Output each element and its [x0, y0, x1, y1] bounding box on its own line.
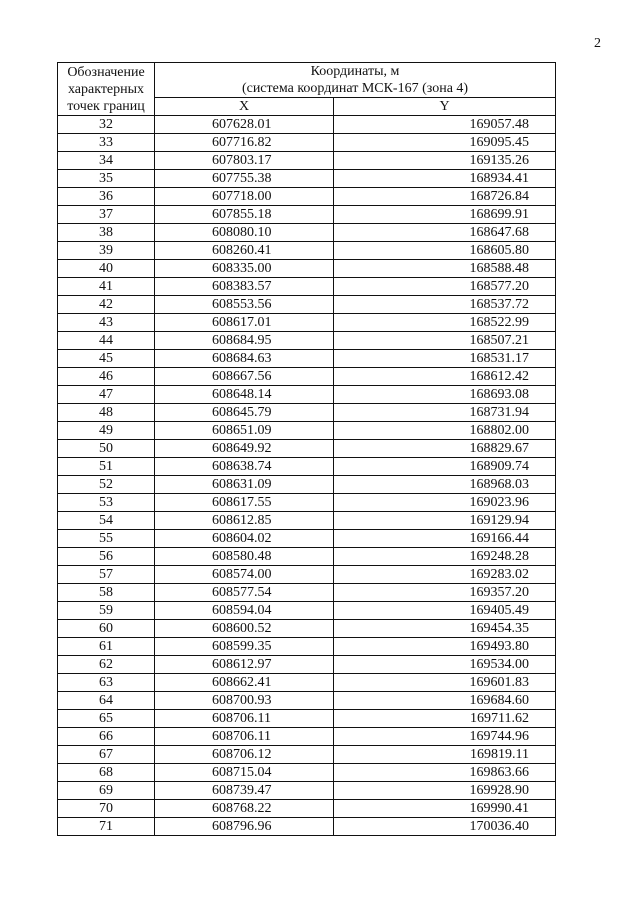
- x-coordinate-cell: 608662.41: [155, 674, 334, 692]
- point-number-cell: 53: [58, 494, 155, 512]
- x-column-header: X: [155, 98, 334, 116]
- x-coordinate-cell: 608648.14: [155, 386, 334, 404]
- y-coordinate-cell: 169454.35: [334, 620, 556, 638]
- y-coordinate-cell: 168612.42: [334, 368, 556, 386]
- x-coordinate-cell: 608383.57: [155, 278, 334, 296]
- x-coordinate-cell: 608577.54: [155, 584, 334, 602]
- table-row: [58, 710, 556, 728]
- table-row: [58, 566, 556, 584]
- y-coordinate-cell: 169357.20: [334, 584, 556, 602]
- y-coordinate-cell: 168531.17: [334, 350, 556, 368]
- point-number-cell: 70: [58, 800, 155, 818]
- table-row: [58, 512, 556, 530]
- table-row: [58, 296, 556, 314]
- x-coordinate-cell: 608739.47: [155, 782, 334, 800]
- table-row: [58, 386, 556, 404]
- table-row: [58, 584, 556, 602]
- point-number-cell: 47: [58, 386, 155, 404]
- y-coordinate-cell: 168726.84: [334, 188, 556, 206]
- y-coordinate-cell: 168968.03: [334, 476, 556, 494]
- point-number-cell: 50: [58, 440, 155, 458]
- y-coordinate-cell: 169928.90: [334, 782, 556, 800]
- point-number-cell: 65: [58, 710, 155, 728]
- point-number-cell: 58: [58, 584, 155, 602]
- x-coordinate-cell: 608594.04: [155, 602, 334, 620]
- x-coordinate-cell: 608553.56: [155, 296, 334, 314]
- table-row: [58, 476, 556, 494]
- point-number-cell: 44: [58, 332, 155, 350]
- table-row: [58, 260, 556, 278]
- point-number-cell: 60: [58, 620, 155, 638]
- point-number-cell: 68: [58, 764, 155, 782]
- y-coordinate-cell: 169095.45: [334, 134, 556, 152]
- table-row: [58, 494, 556, 512]
- x-coordinate-cell: 608684.95: [155, 332, 334, 350]
- table-row: [58, 818, 556, 836]
- point-number-cell: 34: [58, 152, 155, 170]
- table-row: [58, 620, 556, 638]
- table-row: [58, 224, 556, 242]
- y-coordinate-cell: 168522.99: [334, 314, 556, 332]
- x-coordinate-cell: 608612.85: [155, 512, 334, 530]
- y-column-header: Y: [334, 98, 556, 116]
- point-number-cell: 59: [58, 602, 155, 620]
- table-row: [58, 188, 556, 206]
- x-coordinate-cell: 607855.18: [155, 206, 334, 224]
- x-coordinate-cell: 608638.74: [155, 458, 334, 476]
- table-row: [58, 728, 556, 746]
- y-coordinate-cell: 169166.44: [334, 530, 556, 548]
- point-number-cell: 49: [58, 422, 155, 440]
- y-coordinate-cell: 169493.80: [334, 638, 556, 656]
- point-number-cell: 56: [58, 548, 155, 566]
- point-number-cell: 40: [58, 260, 155, 278]
- point-number-cell: 43: [58, 314, 155, 332]
- point-number-cell: 42: [58, 296, 155, 314]
- table-row: [58, 638, 556, 656]
- table-row: [58, 152, 556, 170]
- x-coordinate-cell: 608080.10: [155, 224, 334, 242]
- y-coordinate-cell: 169248.28: [334, 548, 556, 566]
- point-label-line-1: Обозначение: [67, 64, 145, 80]
- table-row: [58, 242, 556, 260]
- y-coordinate-cell: 170036.40: [334, 818, 556, 836]
- point-number-cell: 51: [58, 458, 155, 476]
- point-label-line-2: характерных: [67, 81, 145, 97]
- table-row: [58, 530, 556, 548]
- x-coordinate-cell: 608600.52: [155, 620, 334, 638]
- x-coordinate-cell: 608617.55: [155, 494, 334, 512]
- table-row: [58, 602, 556, 620]
- y-coordinate-cell: 168507.21: [334, 332, 556, 350]
- point-number-cell: 71: [58, 818, 155, 836]
- table-row: [58, 422, 556, 440]
- point-number-cell: 67: [58, 746, 155, 764]
- point-number-cell: 32: [58, 116, 155, 134]
- x-coordinate-cell: 608715.04: [155, 764, 334, 782]
- point-number-cell: 69: [58, 782, 155, 800]
- table-row: [58, 764, 556, 782]
- x-coordinate-cell: 608617.01: [155, 314, 334, 332]
- x-coordinate-cell: 608260.41: [155, 242, 334, 260]
- table-row: [58, 170, 556, 188]
- x-coordinate-cell: 608706.11: [155, 710, 334, 728]
- table-row: [58, 674, 556, 692]
- point-number-cell: 37: [58, 206, 155, 224]
- point-number-cell: 66: [58, 728, 155, 746]
- point-label-header: [58, 63, 155, 116]
- point-number-cell: 45: [58, 350, 155, 368]
- point-number-cell: 33: [58, 134, 155, 152]
- table-row: [58, 656, 556, 674]
- y-coordinate-cell: 169819.11: [334, 746, 556, 764]
- y-coordinate-cell: 168731.94: [334, 404, 556, 422]
- y-coordinate-cell: 169863.66: [334, 764, 556, 782]
- table-row: [58, 314, 556, 332]
- x-coordinate-cell: 607716.82: [155, 134, 334, 152]
- y-coordinate-cell: 168647.68: [334, 224, 556, 242]
- point-number-cell: 41: [58, 278, 155, 296]
- table-row: [58, 116, 556, 134]
- coordinates-header: [155, 63, 556, 98]
- y-coordinate-cell: 169129.94: [334, 512, 556, 530]
- x-coordinate-cell: 608706.11: [155, 728, 334, 746]
- x-coordinate-cell: 608599.35: [155, 638, 334, 656]
- x-coordinate-cell: 608796.96: [155, 818, 334, 836]
- y-coordinate-cell: 169744.96: [334, 728, 556, 746]
- coordinates-title: Координаты, м: [310, 64, 400, 79]
- point-number-cell: 35: [58, 170, 155, 188]
- y-coordinate-cell: 169057.48: [334, 116, 556, 134]
- y-coordinate-cell: 169023.96: [334, 494, 556, 512]
- y-coordinate-cell: 168588.48: [334, 260, 556, 278]
- point-number-cell: 63: [58, 674, 155, 692]
- y-coordinate-cell: 169684.60: [334, 692, 556, 710]
- y-coordinate-cell: 168934.41: [334, 170, 556, 188]
- point-number-cell: 36: [58, 188, 155, 206]
- y-coordinate-cell: 168909.74: [334, 458, 556, 476]
- y-coordinate-cell: 168829.67: [334, 440, 556, 458]
- y-coordinate-cell: 168699.91: [334, 206, 556, 224]
- x-coordinate-cell: 608604.02: [155, 530, 334, 548]
- page-number: 2: [594, 36, 601, 51]
- y-coordinate-cell: 168605.80: [334, 242, 556, 260]
- x-coordinate-cell: 608631.09: [155, 476, 334, 494]
- table-row: [58, 458, 556, 476]
- x-coordinate-cell: 607803.17: [155, 152, 334, 170]
- x-coordinate-cell: 608700.93: [155, 692, 334, 710]
- table-row: [58, 332, 556, 350]
- x-coordinate-cell: 608649.92: [155, 440, 334, 458]
- y-coordinate-cell: 169601.83: [334, 674, 556, 692]
- point-number-cell: 46: [58, 368, 155, 386]
- point-number-cell: 39: [58, 242, 155, 260]
- table-row: [58, 782, 556, 800]
- x-coordinate-cell: 608667.56: [155, 368, 334, 386]
- x-coordinate-cell: 607755.38: [155, 170, 334, 188]
- x-coordinate-cell: 608612.97: [155, 656, 334, 674]
- y-coordinate-cell: 169990.41: [334, 800, 556, 818]
- x-coordinate-cell: 608684.63: [155, 350, 334, 368]
- x-coordinate-cell: 608574.00: [155, 566, 334, 584]
- coordinates-system: (система координат МСК-167 (зона 4): [241, 81, 469, 96]
- table-row: [58, 548, 556, 566]
- y-coordinate-cell: 169135.26: [334, 152, 556, 170]
- y-coordinate-cell: 169283.02: [334, 566, 556, 584]
- y-coordinate-cell: 168693.08: [334, 386, 556, 404]
- point-number-cell: 62: [58, 656, 155, 674]
- x-coordinate-cell: 608706.12: [155, 746, 334, 764]
- table-row: [58, 206, 556, 224]
- table-row: [58, 368, 556, 386]
- x-coordinate-cell: 607628.01: [155, 116, 334, 134]
- point-number-cell: 57: [58, 566, 155, 584]
- x-coordinate-cell: 608768.22: [155, 800, 334, 818]
- point-number-cell: 64: [58, 692, 155, 710]
- y-coordinate-cell: 168577.20: [334, 278, 556, 296]
- x-coordinate-cell: 608651.09: [155, 422, 334, 440]
- table-body: [58, 116, 556, 836]
- y-coordinate-cell: 169711.62: [334, 710, 556, 728]
- table-header: [58, 63, 556, 116]
- point-number-cell: 55: [58, 530, 155, 548]
- table-row: [58, 692, 556, 710]
- point-number-cell: 54: [58, 512, 155, 530]
- table-row: [58, 800, 556, 818]
- y-coordinate-cell: 169534.00: [334, 656, 556, 674]
- point-number-cell: 38: [58, 224, 155, 242]
- y-coordinate-cell: 168537.72: [334, 296, 556, 314]
- table-row: [58, 746, 556, 764]
- x-coordinate-cell: 607718.00: [155, 188, 334, 206]
- x-coordinate-cell: 608580.48: [155, 548, 334, 566]
- y-coordinate-cell: 168802.00: [334, 422, 556, 440]
- y-coordinate-cell: 169405.49: [334, 602, 556, 620]
- point-number-cell: 61: [58, 638, 155, 656]
- table-row: [58, 350, 556, 368]
- table-row: [58, 404, 556, 422]
- table-row: [58, 278, 556, 296]
- table-row: [58, 134, 556, 152]
- x-coordinate-cell: 608645.79: [155, 404, 334, 422]
- x-coordinate-cell: 608335.00: [155, 260, 334, 278]
- point-number-cell: 52: [58, 476, 155, 494]
- coordinates-table: [57, 62, 556, 836]
- table-row: [58, 440, 556, 458]
- point-label-line-3: точек границ: [67, 98, 145, 114]
- point-number-cell: 48: [58, 404, 155, 422]
